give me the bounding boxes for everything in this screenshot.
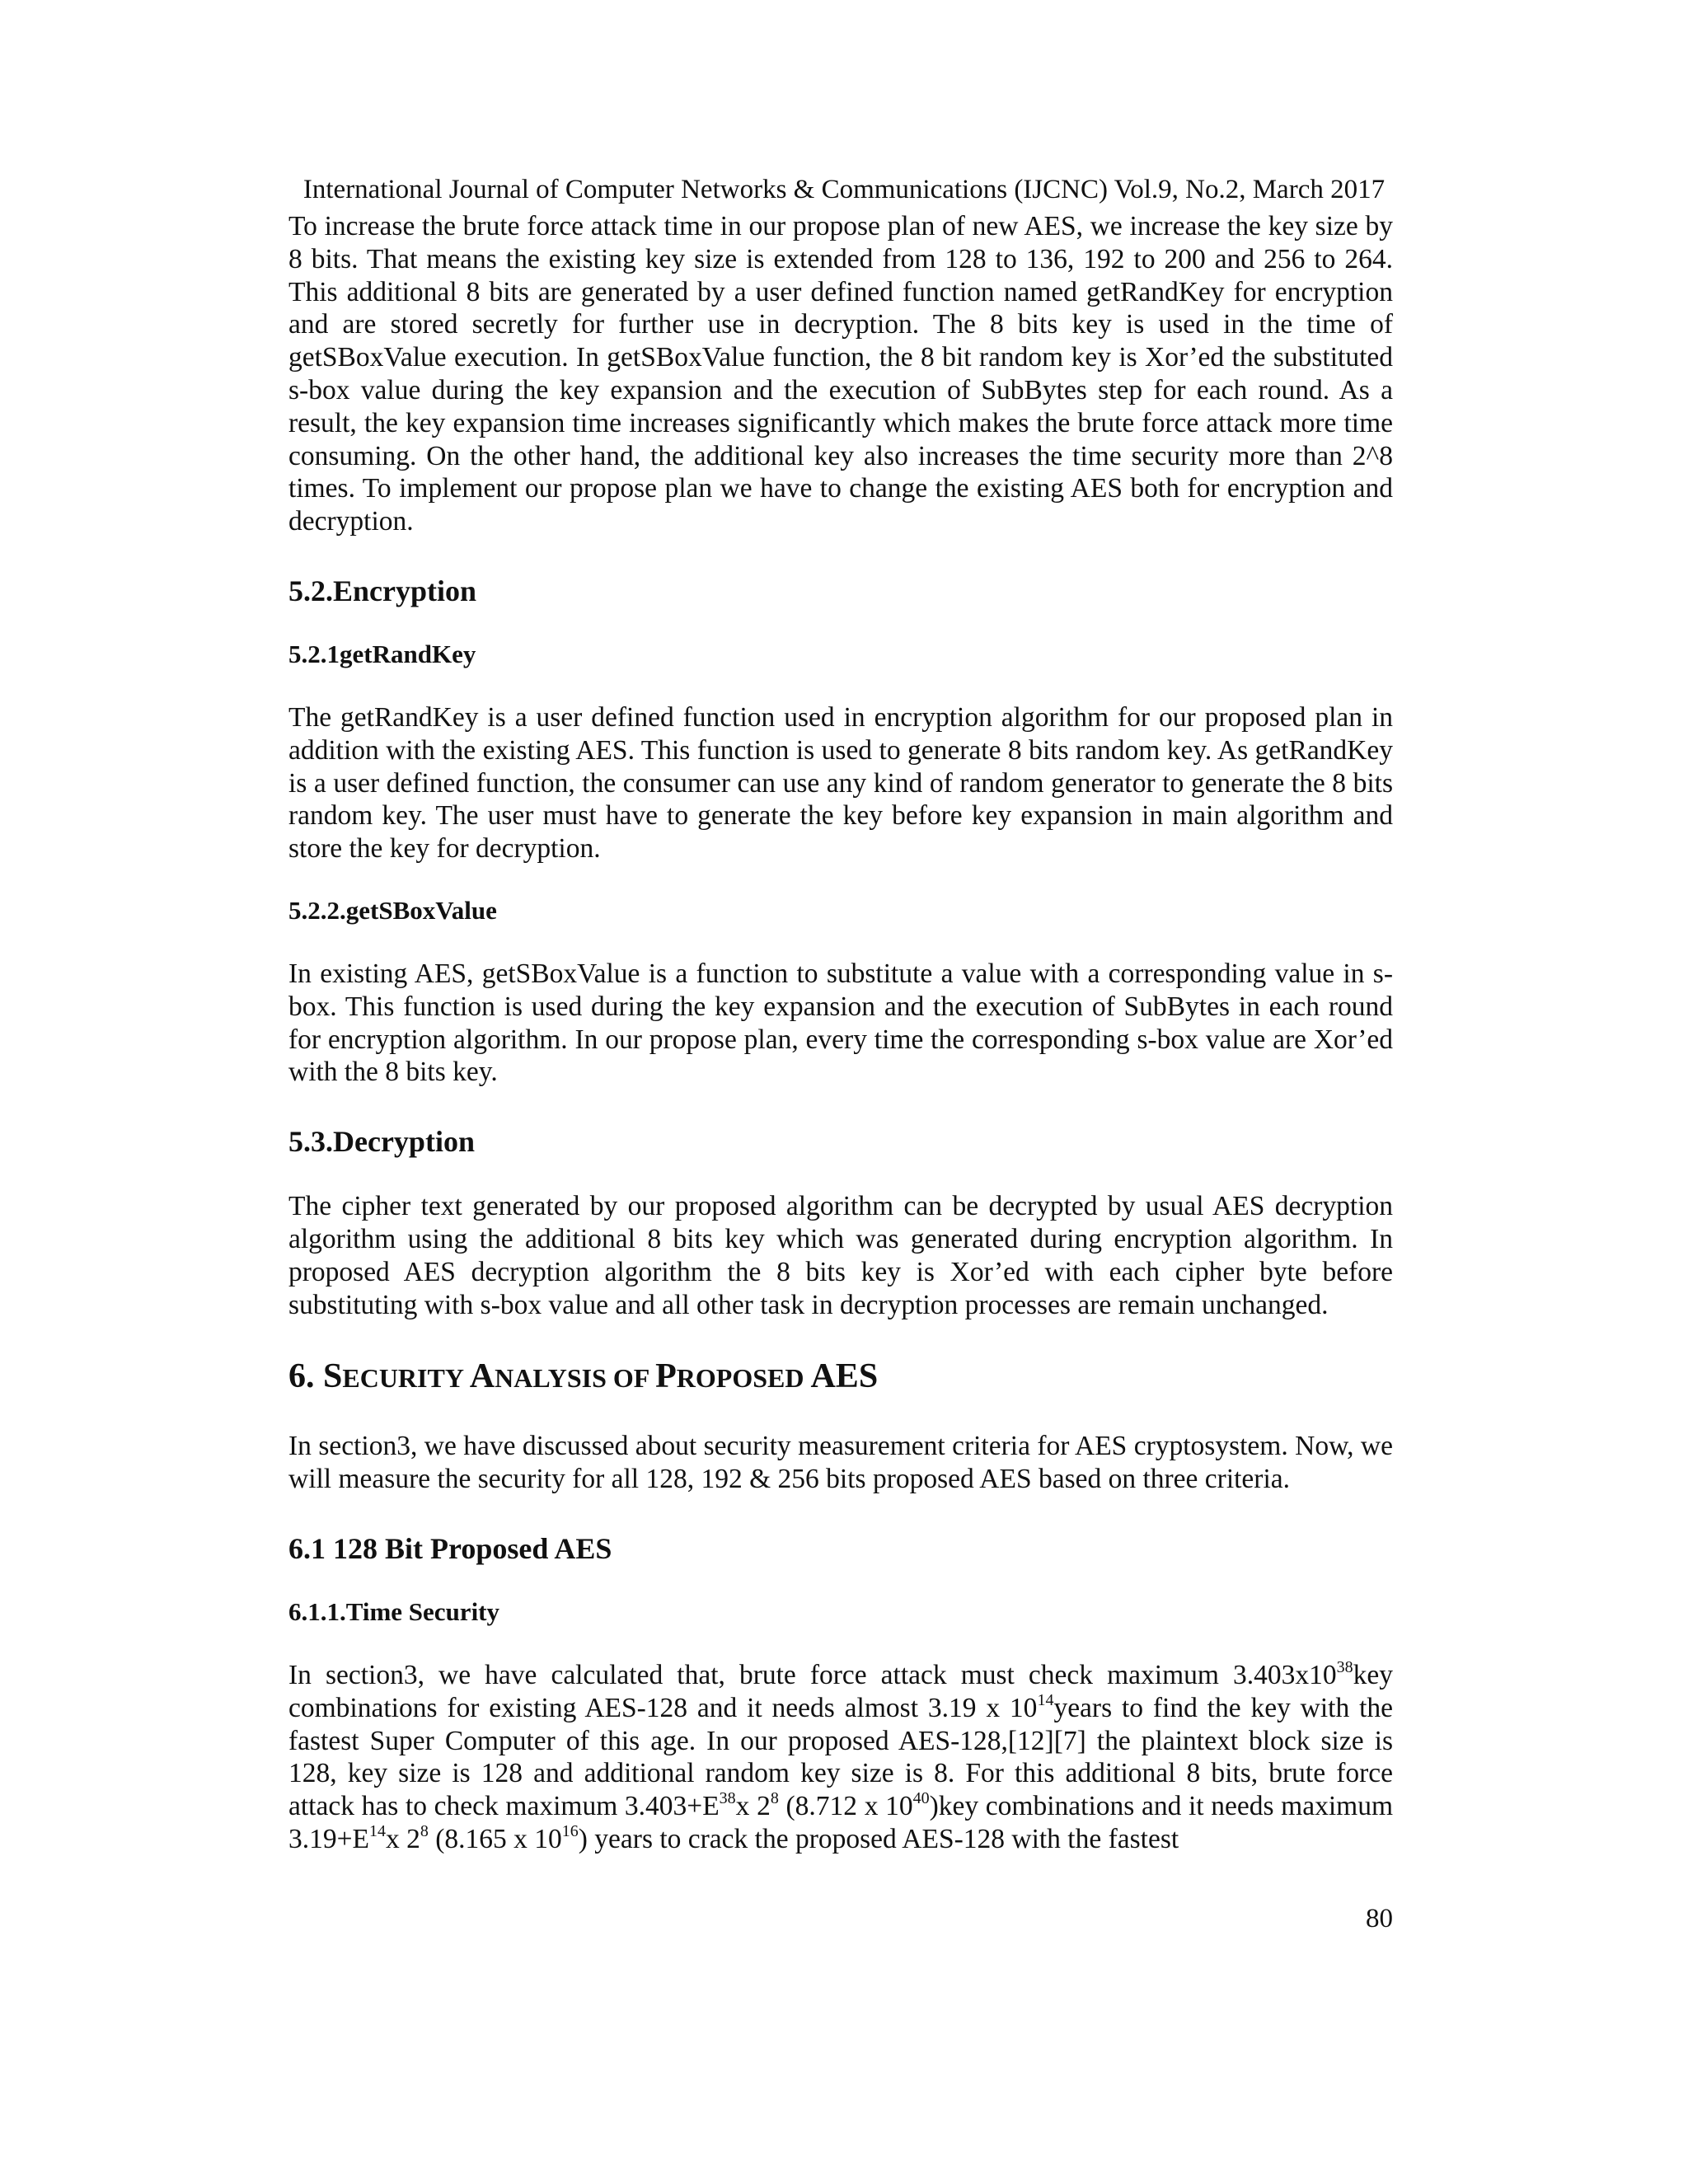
section-6-title-part: A [469,1357,495,1396]
section-5-2-heading: 5.2.Encryption [288,574,477,607]
section-6-body: In section3, we have discussed about security measurement criteria for AES cryptosystem. Now, we will measure the security for all 128, 192 & 256 bits proposed AES based on three criteria. [288,1431,1393,1495]
section-6-number: 6. [288,1357,315,1396]
exponent: 8 [420,1821,429,1840]
exponent: 38 [719,1789,736,1808]
text-run: x 2 [385,1823,420,1854]
section-6-title-part: ECURITY [342,1363,470,1394]
exponent: 14 [368,1821,386,1840]
section-5-2-1-heading: 5.2.1getRandKey [288,639,476,668]
section-5-2-1-body: The getRandKey is a user defined function used in encryption algorithm for our proposed plan in addition with the existing AES. This function is used to generate 8 bits random key. As getRandKey is a user defined function, the consumer can use any kind of random generator to generate the 8 bits random key. The user must have to generate the key before key expansion in main algorithm and store the key for decryption. [288,701,1393,865]
section-6-1-1-heading: 6.1.1.Time Security [288,1596,500,1626]
exponent: 38 [1336,1657,1353,1676]
section-6-heading [288,1356,1393,1399]
section-5-3-body: The cipher text generated by our proposed algorithm can be decrypted by usual AES decryption algorithm using the additional 8 bits key which was generated during encryption algorithm. In proposed AES decryption algorithm the 8 bits key is Xor’ed with each cipher byte before substituting with s-box value and all other task in decryption processes are remain unchanged. [288,1191,1393,1320]
text-run: years to find the key with the fastest Super Computer of this age. In our proposed AES-128,[12][7] the plaintext block size is 128, key size is 128 and additional random key size is 8. For this additional 8 bits, brute force attack has to check maximum 3.403+E [288,1692,1394,1822]
text-run: In section3, we have calculated that, brute force attack must check maximum 3.403x10 [288,1659,1337,1690]
text-run: (8.165 x 10 [428,1823,562,1854]
running-header: International Journal of Computer Networks & Communications (IJCNC) Vol.9, No.2, March 2017 [302,175,1386,204]
page-content [288,210,1393,1856]
intro-paragraph: To increase the brute force attack time in our propose plan of new AES, we increase the key size by 8 bits. That means the existing key size is extended from 128 to 136, 192 to 200 and 256 to 264. This additional 8 bits are generated by a user defined function named getRandKey for encryption and are stored secretly for further use in decryption. The 8 bits key is used in the time of getSBoxValue execution. In getSBoxValue function, the 8 bit random key is Xor’ed the substituted s-box value during the key expansion and the execution of SubBytes step for each round. As a result, the key expansion time increases significantly which makes the brute force attack more time consuming. On the other hand, the additional key also increases the time security more than 2^8 times. To implement our propose plan we have to change the existing AES both for encryption and decryption. [288,211,1393,537]
section-5-3-heading: 5.3.Decryption [288,1125,475,1159]
section-6-1-heading: 6.1 128 Bit Proposed AES [288,1531,612,1565]
section-6-title-part: P [655,1357,677,1396]
text-run: key combinations for existing AES-128 and it needs almost 3.19 x 10 [288,1659,1393,1723]
text-run: )key combinations and it needs maximum 3.19+E [288,1791,1394,1854]
page-number: 80 [1366,1904,1393,1933]
exponent: 40 [912,1789,930,1808]
exponent: 8 [770,1789,779,1808]
section-6-1-1-body [288,1659,1393,1856]
section-5-2-2-body: In existing AES, getSBoxValue is a function to substitute a value with a corresponding value in s-box. This function is used during the key expansion and the execution of SubBytes in each round for encryption algorithm. In our propose plan, every time the corresponding s-box value are Xor’ed with the 8 bits key. [288,958,1393,1088]
text-run: x 2 [735,1791,771,1822]
text-run: (8.712 x 10 [778,1791,913,1822]
section-6-title-part: S [323,1357,343,1396]
exponent: 16 [561,1821,579,1840]
section-6-title-part: ROPOSED [676,1363,811,1394]
exponent: 14 [1037,1690,1054,1709]
section-6-title-part: NALYSIS OF [495,1363,656,1394]
text-run: ) years to crack the proposed AES-128 with the fastest [578,1823,1179,1854]
section-5-2-2-heading: 5.2.2.getSBoxValue [288,895,497,925]
section-6-title-part: AES [810,1357,879,1396]
